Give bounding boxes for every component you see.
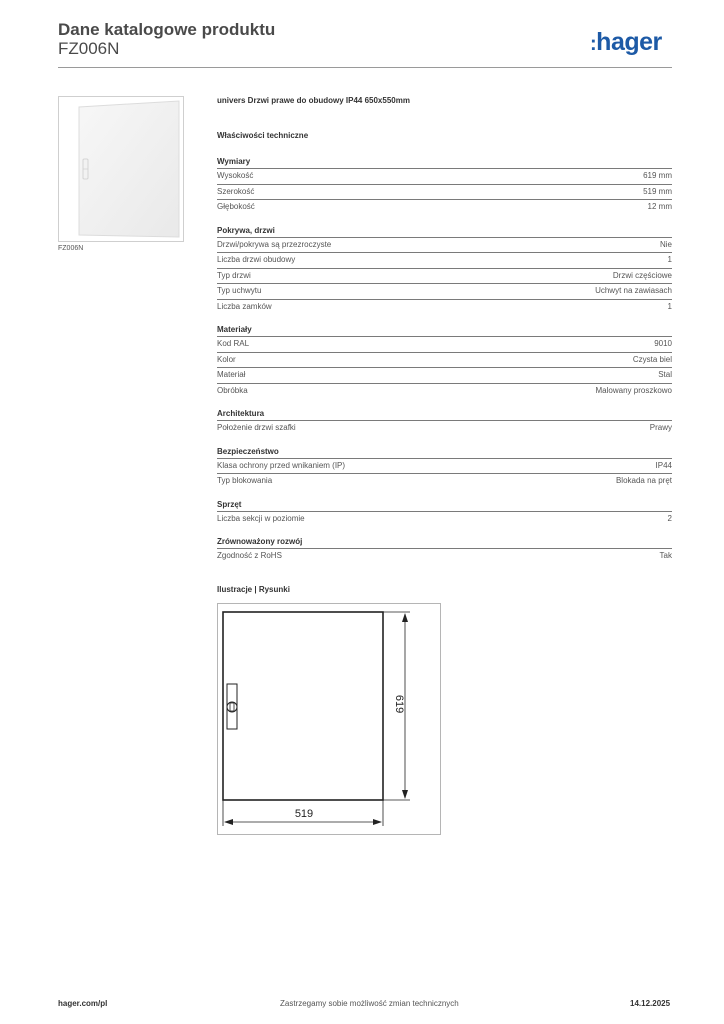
spec-sections <box>217 156 672 574</box>
spec-value: 619 mm <box>643 171 672 180</box>
spec-row <box>217 548 672 564</box>
spec-row <box>217 168 672 184</box>
footer-date: 14.12.2025 <box>630 999 671 1008</box>
spec-row <box>217 268 672 284</box>
spec-label: Typ blokowania <box>217 476 273 485</box>
section-sustainability <box>217 536 672 564</box>
spec-label: Liczba drzwi obudowy <box>217 255 296 264</box>
spec-label: Obróbka <box>217 385 248 395</box>
spec-value: Stal <box>658 370 672 379</box>
section-dimensions <box>217 156 672 215</box>
door-handle-icon <box>227 684 237 729</box>
spec-label: Zgodność z RoHS <box>217 551 282 560</box>
section-title: Zrównoważony rozwój <box>217 537 303 546</box>
spec-value: 519 mm <box>643 186 672 196</box>
spec-value: Uchwyt na zawiasach <box>595 286 672 295</box>
spec-value: Tak <box>659 551 672 560</box>
spec-label: Głębokość <box>217 202 255 211</box>
door-outline <box>223 612 383 800</box>
height-label: 619 <box>393 694 405 714</box>
spec-value: 9010 <box>654 339 672 348</box>
spec-row <box>217 199 672 215</box>
spec-row <box>217 352 672 368</box>
spec-value: Nie <box>659 239 672 249</box>
section-title: Architektura <box>217 409 265 418</box>
spec-row <box>217 283 672 299</box>
spec-value: Czysta biel <box>632 354 672 364</box>
section-title: Materiały <box>217 325 252 334</box>
spec-row <box>217 473 672 489</box>
spec-row <box>217 237 672 253</box>
spec-label: Położenie drzwi szafki <box>217 423 296 432</box>
illustrations-heading: Ilustracje | Rysunki <box>217 585 290 594</box>
spec-label: Typ uchwytu <box>217 286 262 295</box>
section-safety <box>217 446 672 489</box>
spec-value: 1 <box>667 301 672 311</box>
width-label: 519 <box>294 808 314 820</box>
spec-value: IP44 <box>655 460 672 470</box>
spec-label: Typ drzwi <box>217 270 251 280</box>
spec-label: Kod RAL <box>217 339 250 348</box>
spec-label: Kolor <box>217 354 236 364</box>
spec-label: Materiał <box>217 370 246 379</box>
section-title: Sprzęt <box>217 499 242 509</box>
spec-label: Szerokość <box>217 186 255 196</box>
section-title: Pokrywa, drzwi <box>217 225 275 235</box>
section-cover-doors <box>217 225 672 315</box>
spec-row <box>217 336 672 352</box>
spec-value: 2 <box>667 513 672 523</box>
footer-disclaimer: Zastrzegamy sobie możliwość zmian technicznych <box>280 999 459 1008</box>
spec-value: Blokada na pręt <box>615 476 672 485</box>
hager-logo: :hager <box>590 28 662 56</box>
product-image <box>58 96 184 242</box>
spec-row <box>217 420 672 436</box>
section-title: Wymiary <box>217 157 251 166</box>
spec-row <box>217 252 672 268</box>
spec-value: 12 mm <box>647 202 672 211</box>
product-name: univers Drzwi prawe do obudowy IP44 650x550mm <box>217 96 410 105</box>
technical-properties-heading: Właściwości techniczne <box>217 131 309 140</box>
section-hardware <box>217 499 672 527</box>
spec-value: Malowany proszkowo <box>595 385 672 395</box>
spec-row <box>217 299 672 315</box>
section-materials <box>217 324 672 398</box>
spec-row <box>217 184 672 200</box>
section-architecture <box>217 408 672 436</box>
section-title: Bezpieczeństwo <box>217 446 279 456</box>
spec-row <box>217 511 672 527</box>
technical-drawing <box>217 603 441 835</box>
spec-value: 1 <box>667 255 672 264</box>
product-image-caption: FZ006N <box>58 245 84 252</box>
spec-row <box>217 383 672 399</box>
footer-website-link[interactable]: hager.com/pl <box>58 999 108 1008</box>
spec-value: Drzwi częściowe <box>612 270 672 280</box>
spec-label: Liczba sekcji w poziomie <box>217 513 305 523</box>
spec-label: Liczba zamków <box>217 301 272 311</box>
spec-row <box>217 367 672 383</box>
product-code: FZ006N <box>58 39 120 58</box>
spec-value: Prawy <box>649 423 672 432</box>
spec-row <box>217 458 672 474</box>
spec-label: Klasa ochrony przed wnikaniem (IP) <box>217 460 346 470</box>
page-title: Dane katalogowe produktu <box>58 20 276 39</box>
logo-text: hager <box>596 28 662 56</box>
spec-label: Wysokość <box>217 171 254 180</box>
header-divider <box>58 67 672 68</box>
spec-label: Drzwi/pokrywa są przezroczyste <box>217 239 332 249</box>
